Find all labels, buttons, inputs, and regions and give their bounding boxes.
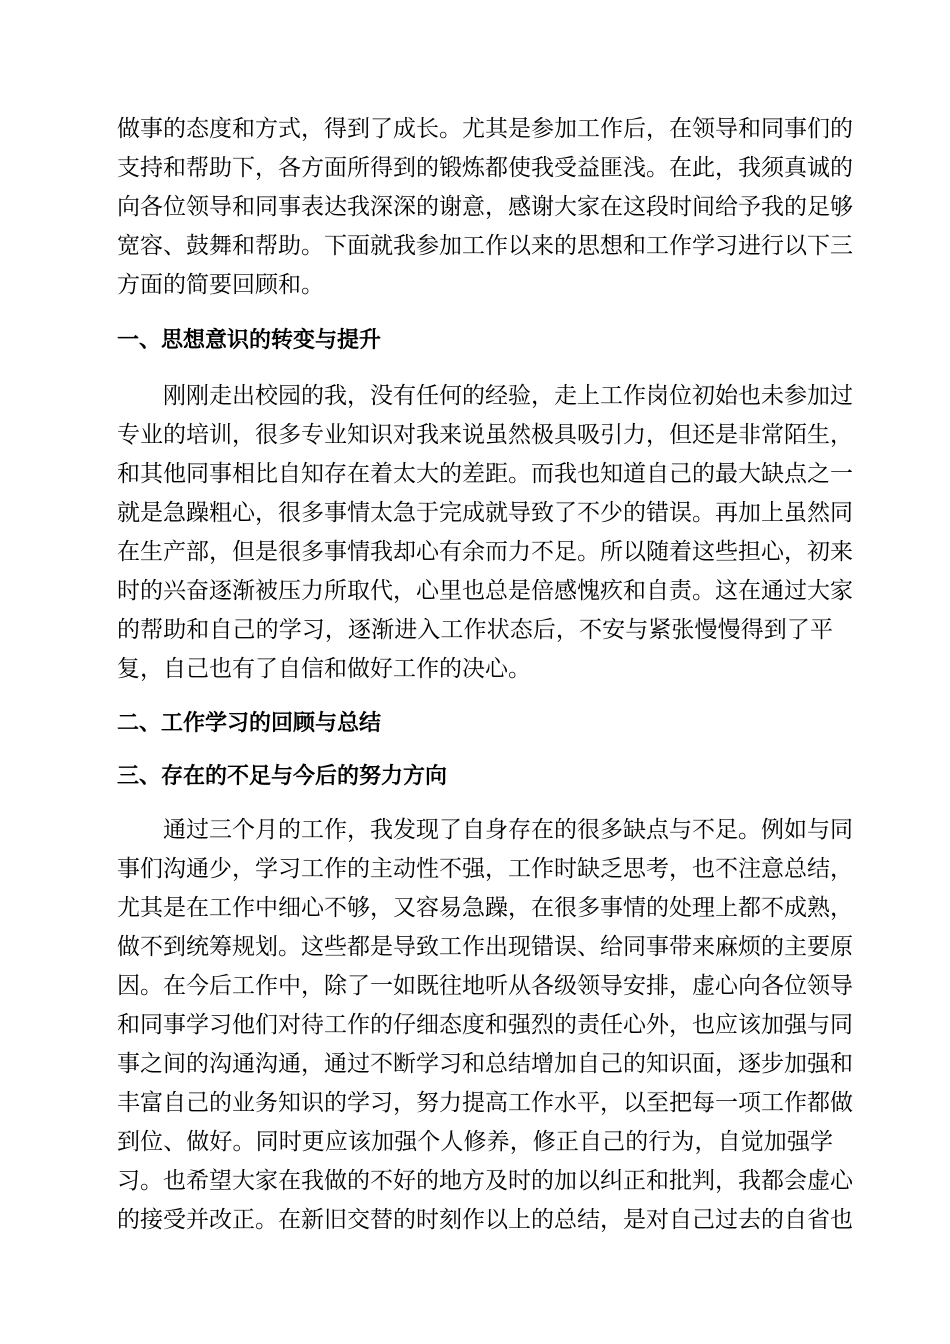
paragraph-line: 和同事学习他们对待工作的仔细态度和强烈的责任心外，也应该加强与同 (117, 1012, 853, 1038)
paragraph-line: 支持和帮助下，各方面所得到的锻炼都使我受益匪浅。在此，我须真诚的 (117, 155, 853, 181)
paragraph-line: 的接受并改正。在新旧交替的时刻作以上的总结，是对自己过去的自省也 (117, 1207, 853, 1233)
paragraph-line: 的帮助和自己的学习，逐渐进入工作状态后，不安与紧张慢慢得到了平 (117, 617, 833, 643)
paragraph-line: 到位、做好。同时更应该加强个人修养，修正自己的行为，自觉加强学 (117, 1129, 833, 1155)
paragraph-line: 向各位领导和同事表达我深深的谢意，感谢大家在这段时间给予我的足够 (117, 194, 853, 220)
paragraph-line: 方面的简要回顾和。 (117, 272, 324, 298)
paragraph-line: 尤其是在工作中细心不够，又容易急躁，在很多事情的处理上都不成熟， (117, 895, 853, 921)
section1-paragraph (117, 377, 853, 689)
paragraph-line: 时的兴奋逐渐被压力所取代，心里也总是倍感愧疚和自责。这在通过大家 (117, 578, 853, 604)
paragraph-line: 和其他同事相比自知存在着太大的差距。而我也知道自己的最大缺点之一 (117, 461, 853, 487)
paragraph-line: 宽容、鼓舞和帮助。下面就我参加工作以来的思想和工作学习进行以下三 (117, 233, 853, 259)
paragraph-line: 丰富自己的业务知识的学习，努力提高工作水平，以至把每一项工作都做 (117, 1090, 853, 1116)
paragraph-line: 习。也希望大家在我做的不好的地方及时的加以纠正和批判，我都会虚心 (117, 1168, 853, 1194)
paragraph-line: 事之间的沟通沟通，通过不断学习和总结增加自己的知识面，逐步加强和 (117, 1051, 853, 1077)
paragraph-line: 事们沟通少，学习工作的主动性不强，工作时缺乏思考，也不注意总结， (117, 856, 853, 882)
section3-paragraph (117, 811, 853, 1240)
section-heading-2: 二、工作学习的回顾与总结 (117, 711, 382, 736)
paragraph-line: 专业的培训，很多专业知识对我来说虽然极具吸引力，但还是非常陌生， (117, 422, 853, 448)
paragraph-line: 在生产部，但是很多事情我却心有余而力不足。所以随着这些担心，初来 (117, 539, 853, 565)
paragraph-line: 做事的态度和方式，得到了成长。尤其是参加工作后，在领导和同事们的 (117, 116, 853, 142)
paragraph-line: 就是急躁粗心，很多事情太急于完成就导致了不少的错误。再加上虽然同 (117, 500, 853, 526)
paragraph-line: 通过三个月的工作，我发现了自身存在的很多缺点与不足。例如与同 (163, 817, 853, 843)
paragraph-line: 刚刚走出校园的我，没有任何的经验，走上工作岗位初始也未参加过 (163, 383, 853, 409)
section-heading-3: 三、存在的不足与今后的努力方向 (117, 764, 448, 789)
intro-paragraph (117, 110, 853, 305)
document-body (117, 110, 853, 1240)
paragraph-line: 因。在今后工作中，除了一如既往地听从各级领导安排，虚心向各位领导 (117, 973, 853, 999)
paragraph-line: 做不到统筹规划。这些都是导致工作出现错误、给同事带来麻烦的主要原 (117, 934, 853, 960)
section-heading-1: 一、思想意识的转变与提升 (117, 328, 382, 353)
paragraph-line: 复，自己也有了自信和做好工作的决心。 (117, 656, 531, 682)
